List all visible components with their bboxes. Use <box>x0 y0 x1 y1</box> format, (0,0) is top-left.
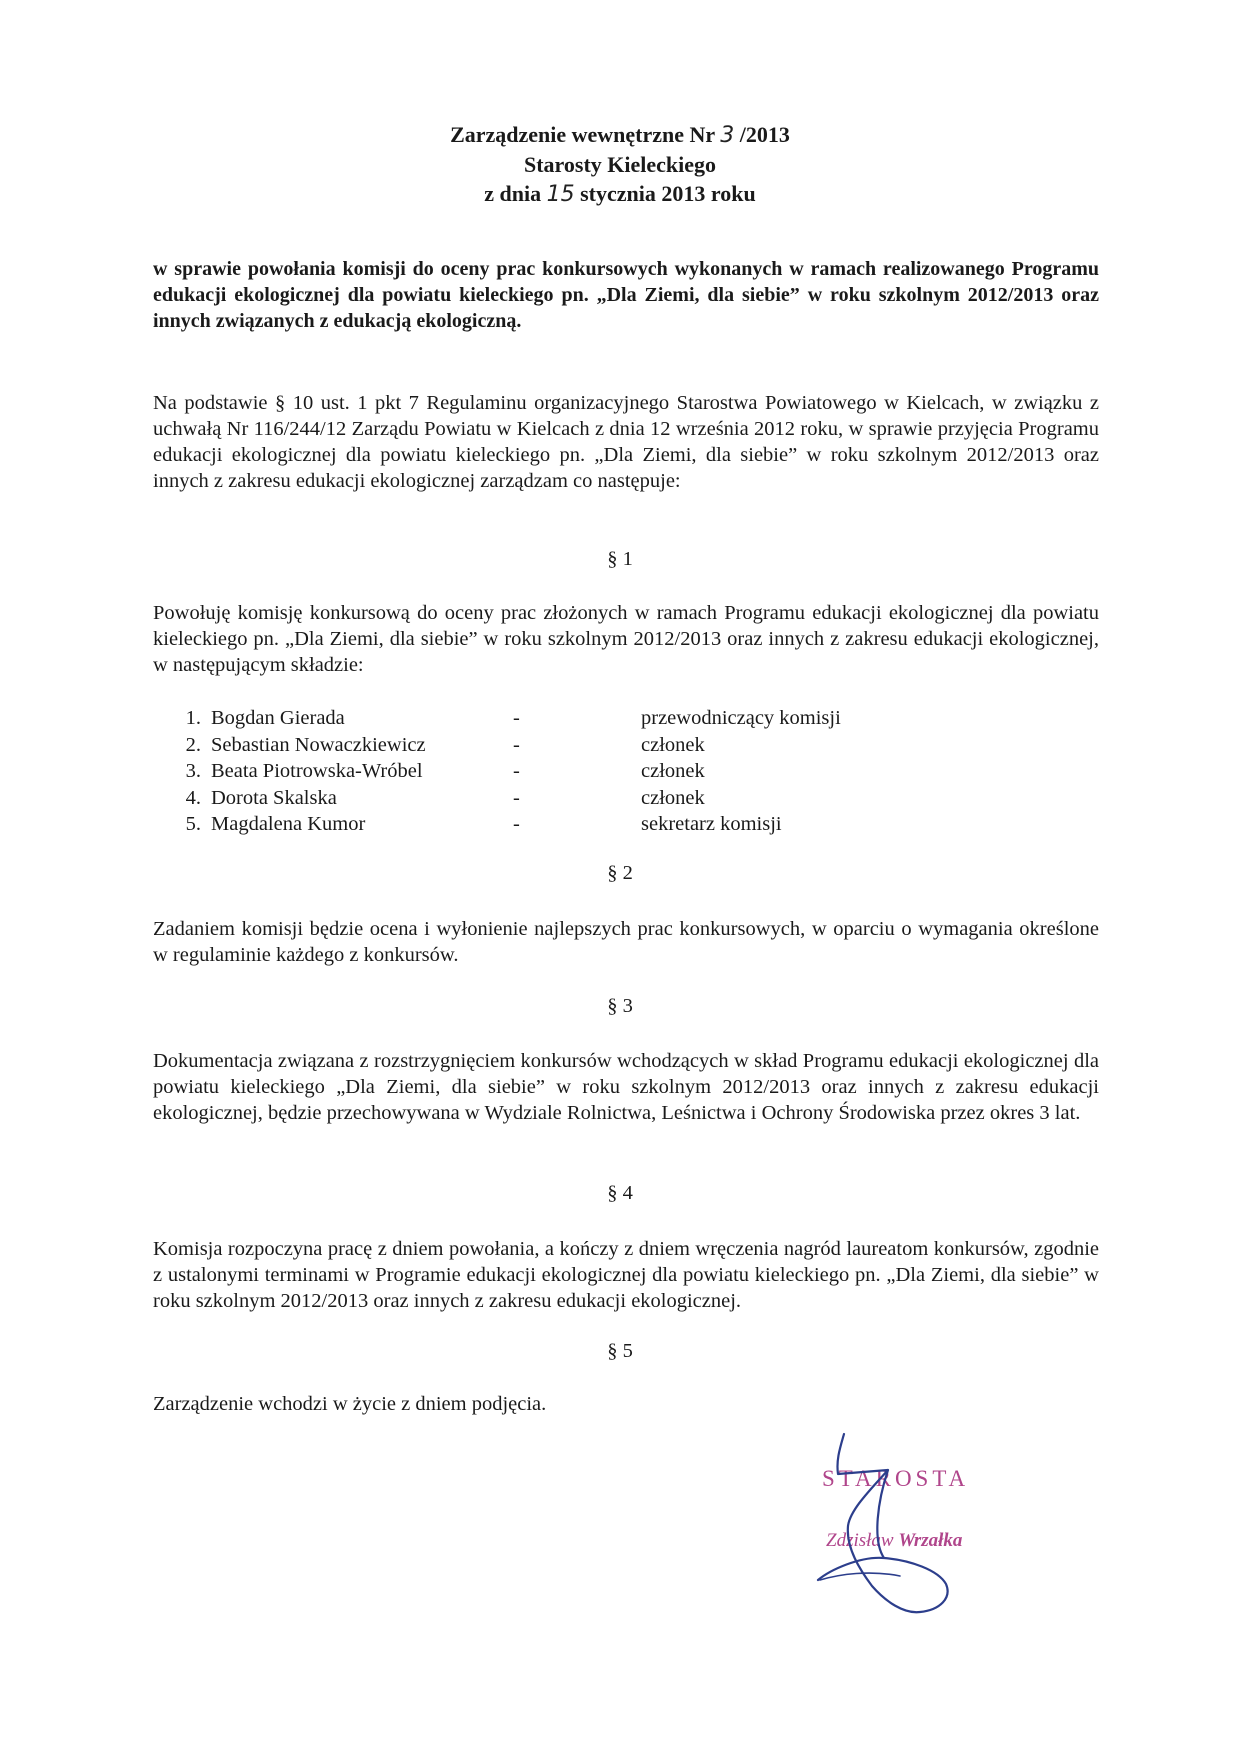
header-line-3: z dnia 15 stycznia 2013 roku <box>484 181 756 207</box>
section-1-heading: § 1 <box>607 548 633 570</box>
member-name: Magdalena Kumor <box>211 813 366 836</box>
section-1-text: Powołuję komisję konkursową do oceny prac złożonych w ramach Programu edukacji ekologicznej dla powiatu kieleckiego pn. „Dla Ziemi, dla siebie” w roku szkolnym 2012/2013 oraz innych z zakresu edukacji ekologicznej, w następującym składzie: <box>153 602 1099 676</box>
section-5-heading: § 5 <box>607 1340 633 1362</box>
section-3-text: Dokumentacja związana z rozstrzygnięciem konkursów wchodzących w skład Programu edukacji ekologicznej dla powiatu kieleckiego „Dla Ziemi, dla siebie” w roku szkolnym 2012/2013 oraz innych z zakresu edukacji ekologicznej, będzie przechowywana w Wydziale Rolnictwa, Leśnictwa i Ochrony Środowiska przez okres 3 lat. <box>153 1050 1099 1124</box>
list-item: 4. Dorota Skalska - członek <box>153 785 1099 812</box>
committee-members-list <box>153 705 1099 838</box>
list-item: 2. Sebastian Nowaczkiewicz - członek <box>153 732 1099 759</box>
handwritten-signature <box>800 1430 1100 1620</box>
header-line-2: Starosty Kieleckiego <box>523 152 717 177</box>
handwritten-number: 3 <box>720 123 735 148</box>
member-name: Beata Piotrowska-Wróbel <box>211 760 423 783</box>
member-role: członek <box>641 786 705 809</box>
section-2-text: Zadaniem komisji będzie ocena i wyłonienie najlepszych prac konkursowych, w oparciu o wymagania określone w regulaminie każdego z konkursów. <box>153 918 1099 966</box>
list-item: 3. Beata Piotrowska-Wróbel - członek <box>153 758 1099 785</box>
section-5-text: Zarządzenie wchodzi w życie z dniem podjęcia. <box>153 1393 547 1415</box>
stamp-title: STAROSTA <box>822 1466 970 1491</box>
starosta-stamp <box>800 1430 1100 1620</box>
handwritten-day: 15 <box>546 182 575 207</box>
list-item: 1. Bogdan Gierada - przewodniczący komisji <box>153 705 1099 732</box>
member-role: sekretarz komisji <box>641 813 782 836</box>
header-line-1: Zarządzenie wewnętrzne Nr 3 /2013 <box>450 122 790 148</box>
member-name: Bogdan Gierada <box>211 707 345 729</box>
document-subject: w sprawie powołania komisji do oceny prac konkursowych wykonanych w ramach realizowanego Programu edukacji ekologicznej dla powiatu kieleckiego pn. „Dla Ziemi, dla siebie” w roku szkolnym 2012/2013 oraz innych związanych z edukacją ekologiczną. <box>153 258 1099 332</box>
member-role: członek <box>641 760 705 783</box>
section-3-heading: § 3 <box>607 995 633 1017</box>
member-name: Sebastian Nowaczkiewicz <box>211 733 426 756</box>
list-item: 5. Magdalena Kumor - sekretarz komisji <box>153 811 1099 838</box>
legal-basis-paragraph: Na podstawie § 10 ust. 1 pkt 7 Regulaminu organizacyjnego Starostwa Powiatowego w Kielcach, w związku z uchwałą Nr 116/244/12 Zarządu Powiatu w Kielcach z dnia 12 września 2012 roku, w sprawie przyjęcia Programu edukacji ekologicznej dla powiatu kieleckiego pn. „Dla Ziemi, dla siebie” w roku szkolnym 2012/2013 oraz innych z zakresu edukacji ekologicznej zarządzam co następuje: <box>153 392 1099 492</box>
member-role: przewodniczący komisji <box>641 707 841 729</box>
member-name: Dorota Skalska <box>211 786 337 809</box>
section-4-text: Komisja rozpoczyna pracę z dniem powołania, a kończy z dniem wręczenia nagród laureatom konkursów, zgodnie z ustalonymi terminami w Programie edukacji ekologicznej dla powiatu kieleckiego pn. „Dla Ziemi, dla siebie” w roku szkolnym 2012/2013 oraz innych z zakresu edukacji ekologicznej. <box>153 1238 1099 1312</box>
member-role: członek <box>641 733 705 756</box>
section-4-heading: § 4 <box>607 1182 633 1204</box>
section-2-heading: § 2 <box>607 862 633 884</box>
stamp-name: Zdzisław Wrzałka <box>826 1530 963 1551</box>
document-header <box>0 120 1240 209</box>
